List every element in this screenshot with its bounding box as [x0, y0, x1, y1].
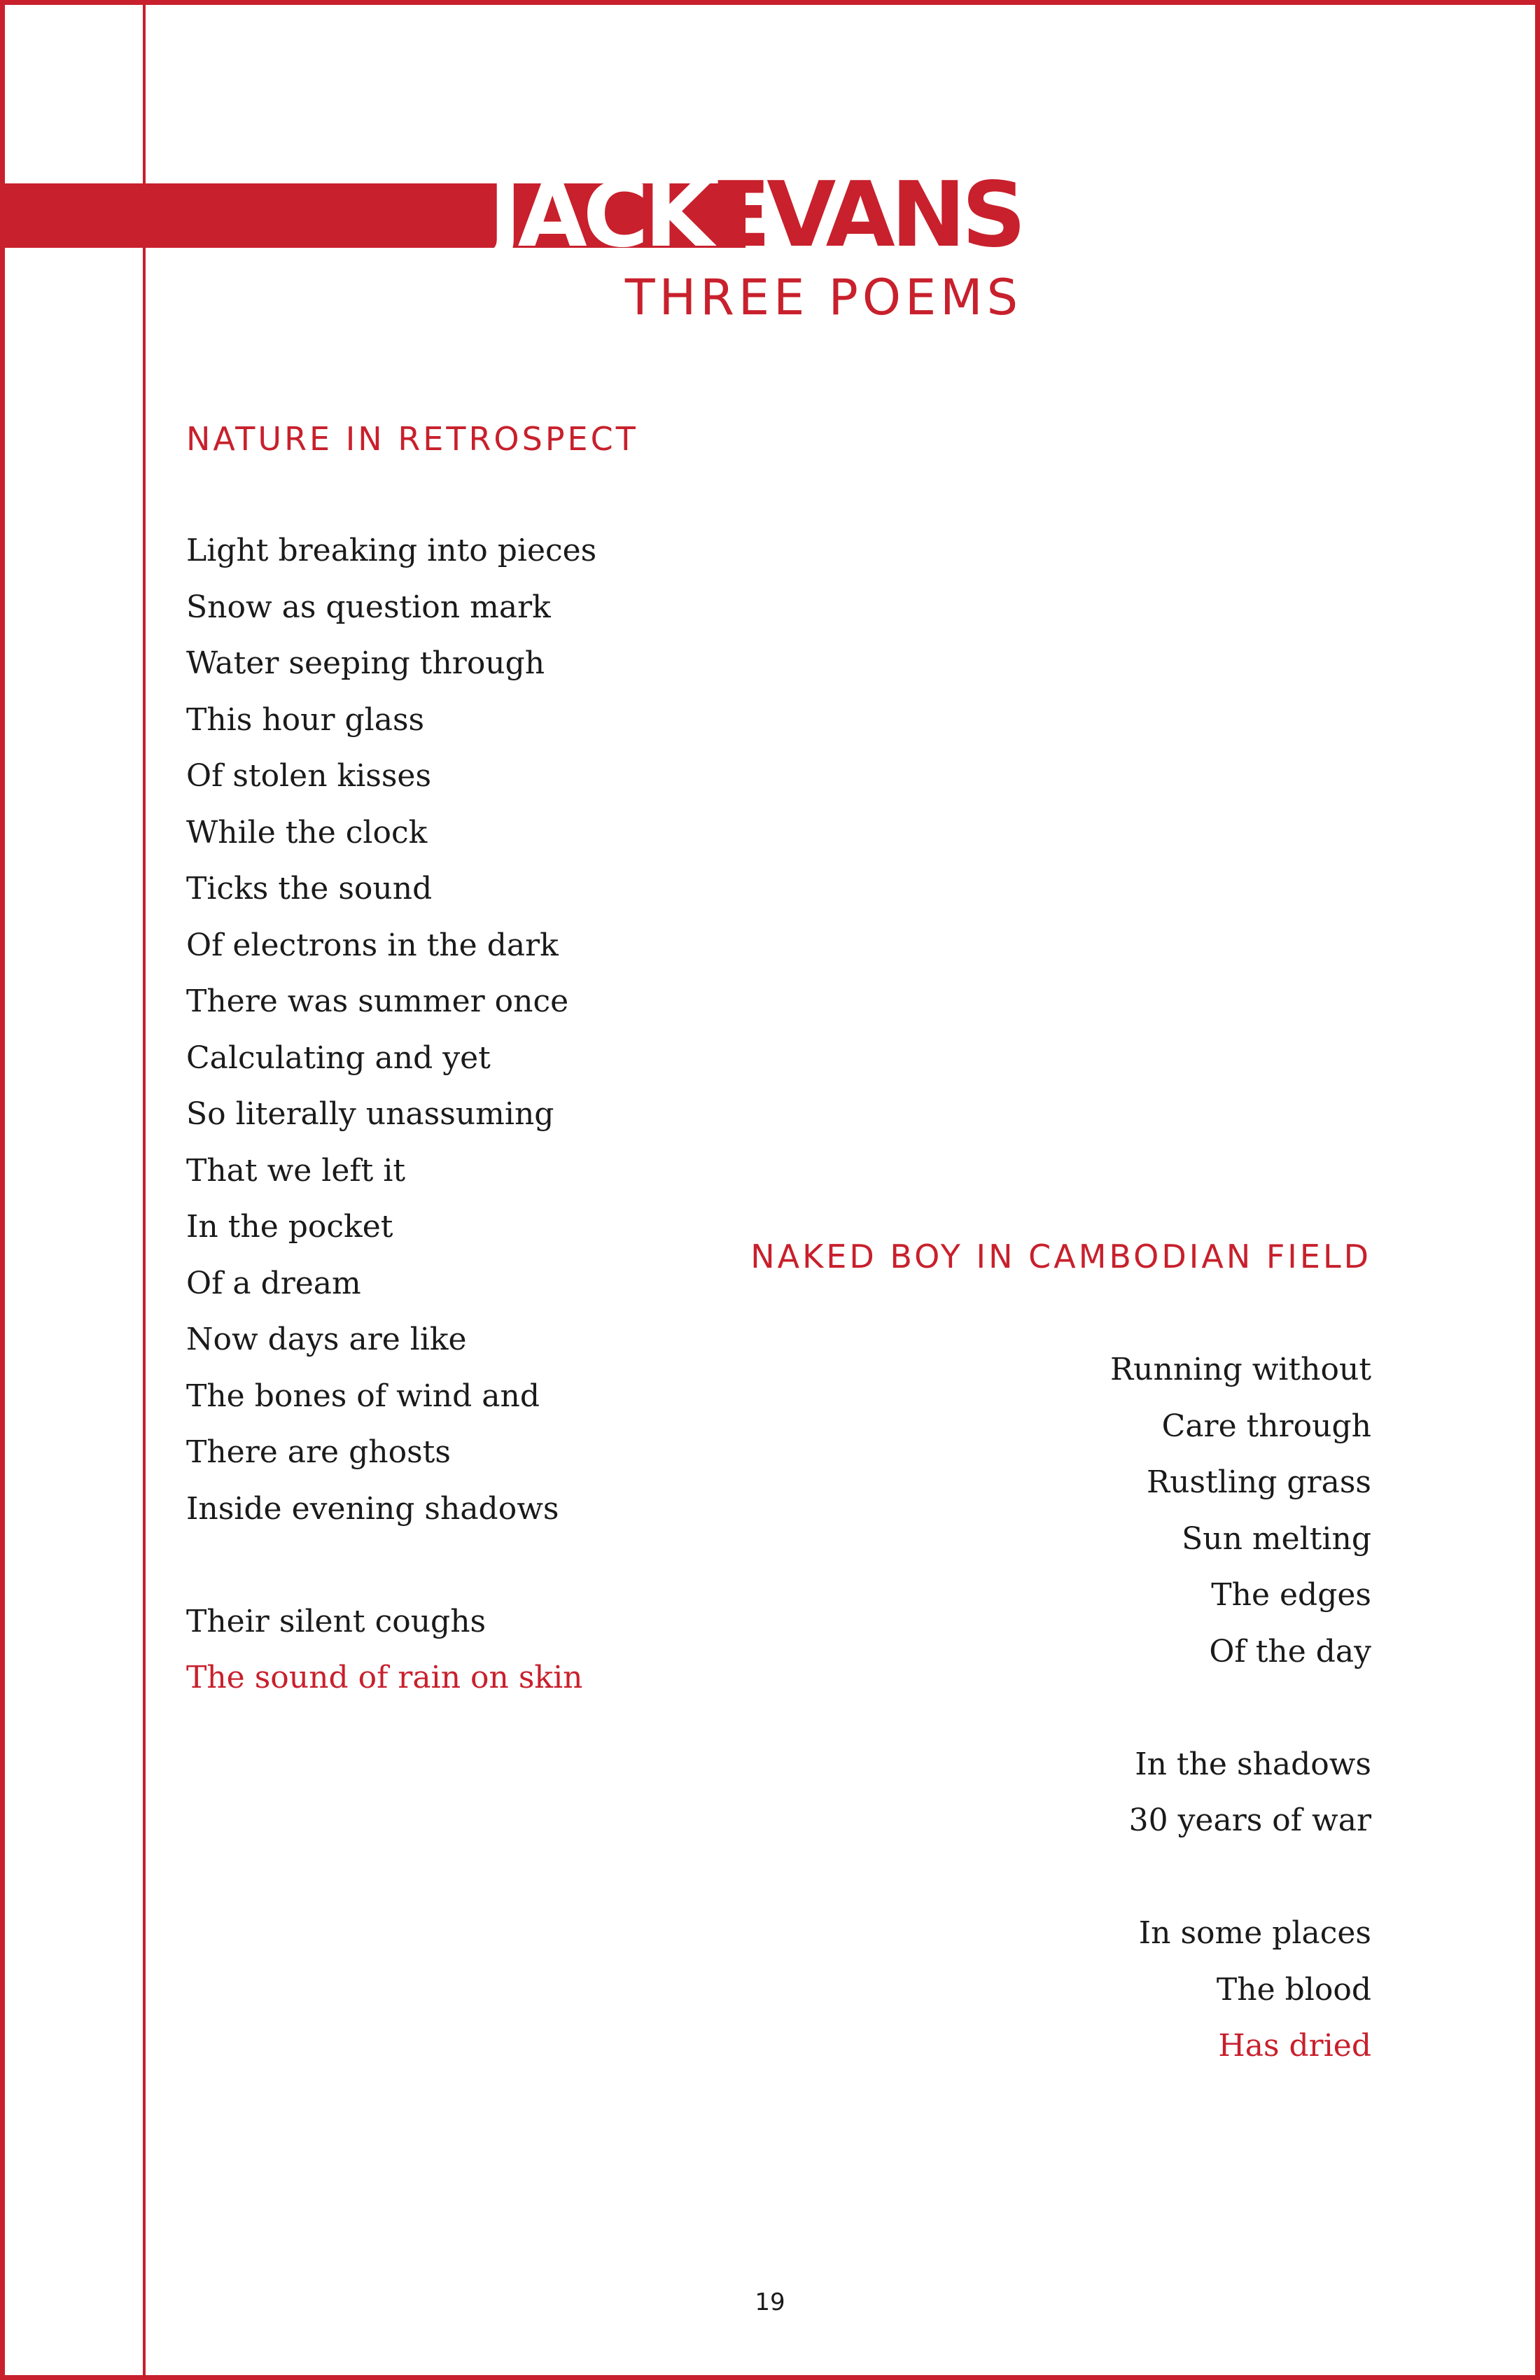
- author-first-name: JACK: [489, 163, 710, 267]
- poem-line: Water seeping through: [186, 645, 545, 681]
- poem-line: Calculating and yet: [186, 1040, 491, 1076]
- author-name: [489, 163, 1022, 267]
- poem-line: That we left it: [186, 1152, 406, 1189]
- poem-line: Now days are like: [186, 1322, 467, 1357]
- poem-line: The edges: [1211, 1577, 1371, 1613]
- poem-line: There are ghosts: [186, 1434, 451, 1470]
- poem-line: Ticks the sound: [186, 871, 433, 906]
- poem-title-naked-boy-in-cambodian-field: NAKED BOY IN CAMBODIAN FIELD: [750, 1238, 1371, 1275]
- poem-line: Snow as question mark: [186, 589, 551, 625]
- author-last-name: EVANS: [709, 163, 1022, 267]
- poem-nature-in-retrospect: [186, 523, 596, 1707]
- poem-line: Light breaking into pieces: [186, 533, 597, 568]
- poem-line: Care through: [1161, 1408, 1371, 1444]
- poem-line: Running without: [1110, 1352, 1371, 1387]
- poem-naked-boy-in-cambodian-field: [1110, 1342, 1371, 2075]
- collection-subtitle: THREE POEMS: [624, 269, 1022, 326]
- page-number: 19: [755, 2288, 785, 2316]
- stanza-break: [186, 1537, 596, 1594]
- poem-line: Of stolen kisses: [186, 758, 432, 794]
- poem-line: So literally unassuming: [186, 1096, 554, 1132]
- poem-line: This hour glass: [186, 701, 425, 738]
- poem-line: While the clock: [186, 814, 428, 850]
- stanza-break: [1110, 1680, 1371, 1737]
- poem-line: Inside evening shadows: [186, 1490, 559, 1527]
- poem-closing-line: Has dried: [1218, 2028, 1371, 2064]
- poem-line: Of electrons in the dark: [186, 927, 559, 963]
- poem-title-nature-in-retrospect: NATURE IN RETROSPECT: [186, 420, 638, 458]
- poem-line: In the pocket: [186, 1209, 393, 1245]
- poem-line: The blood: [1216, 1971, 1371, 2008]
- poem-closing-line: The sound of rain on skin: [186, 1660, 583, 1695]
- poem-line: Of the day: [1209, 1633, 1371, 1670]
- poem-line: 30 years of war: [1128, 1802, 1371, 1838]
- stanza-break: [1110, 1849, 1371, 1906]
- poem-line: In some places: [1138, 1915, 1371, 1951]
- poem-line: Rustling grass: [1147, 1464, 1371, 1500]
- poem-line: Sun melting: [1182, 1520, 1371, 1557]
- margin-rule: [143, 0, 146, 2380]
- poem-line: The bones of wind and: [186, 1378, 540, 1414]
- poem-line: Of a dream: [186, 1265, 361, 1301]
- poem-line: In the shadows: [1135, 1746, 1371, 1782]
- poem-line: There was summer once: [186, 983, 569, 1019]
- poem-line: Their silent coughs: [186, 1603, 486, 1639]
